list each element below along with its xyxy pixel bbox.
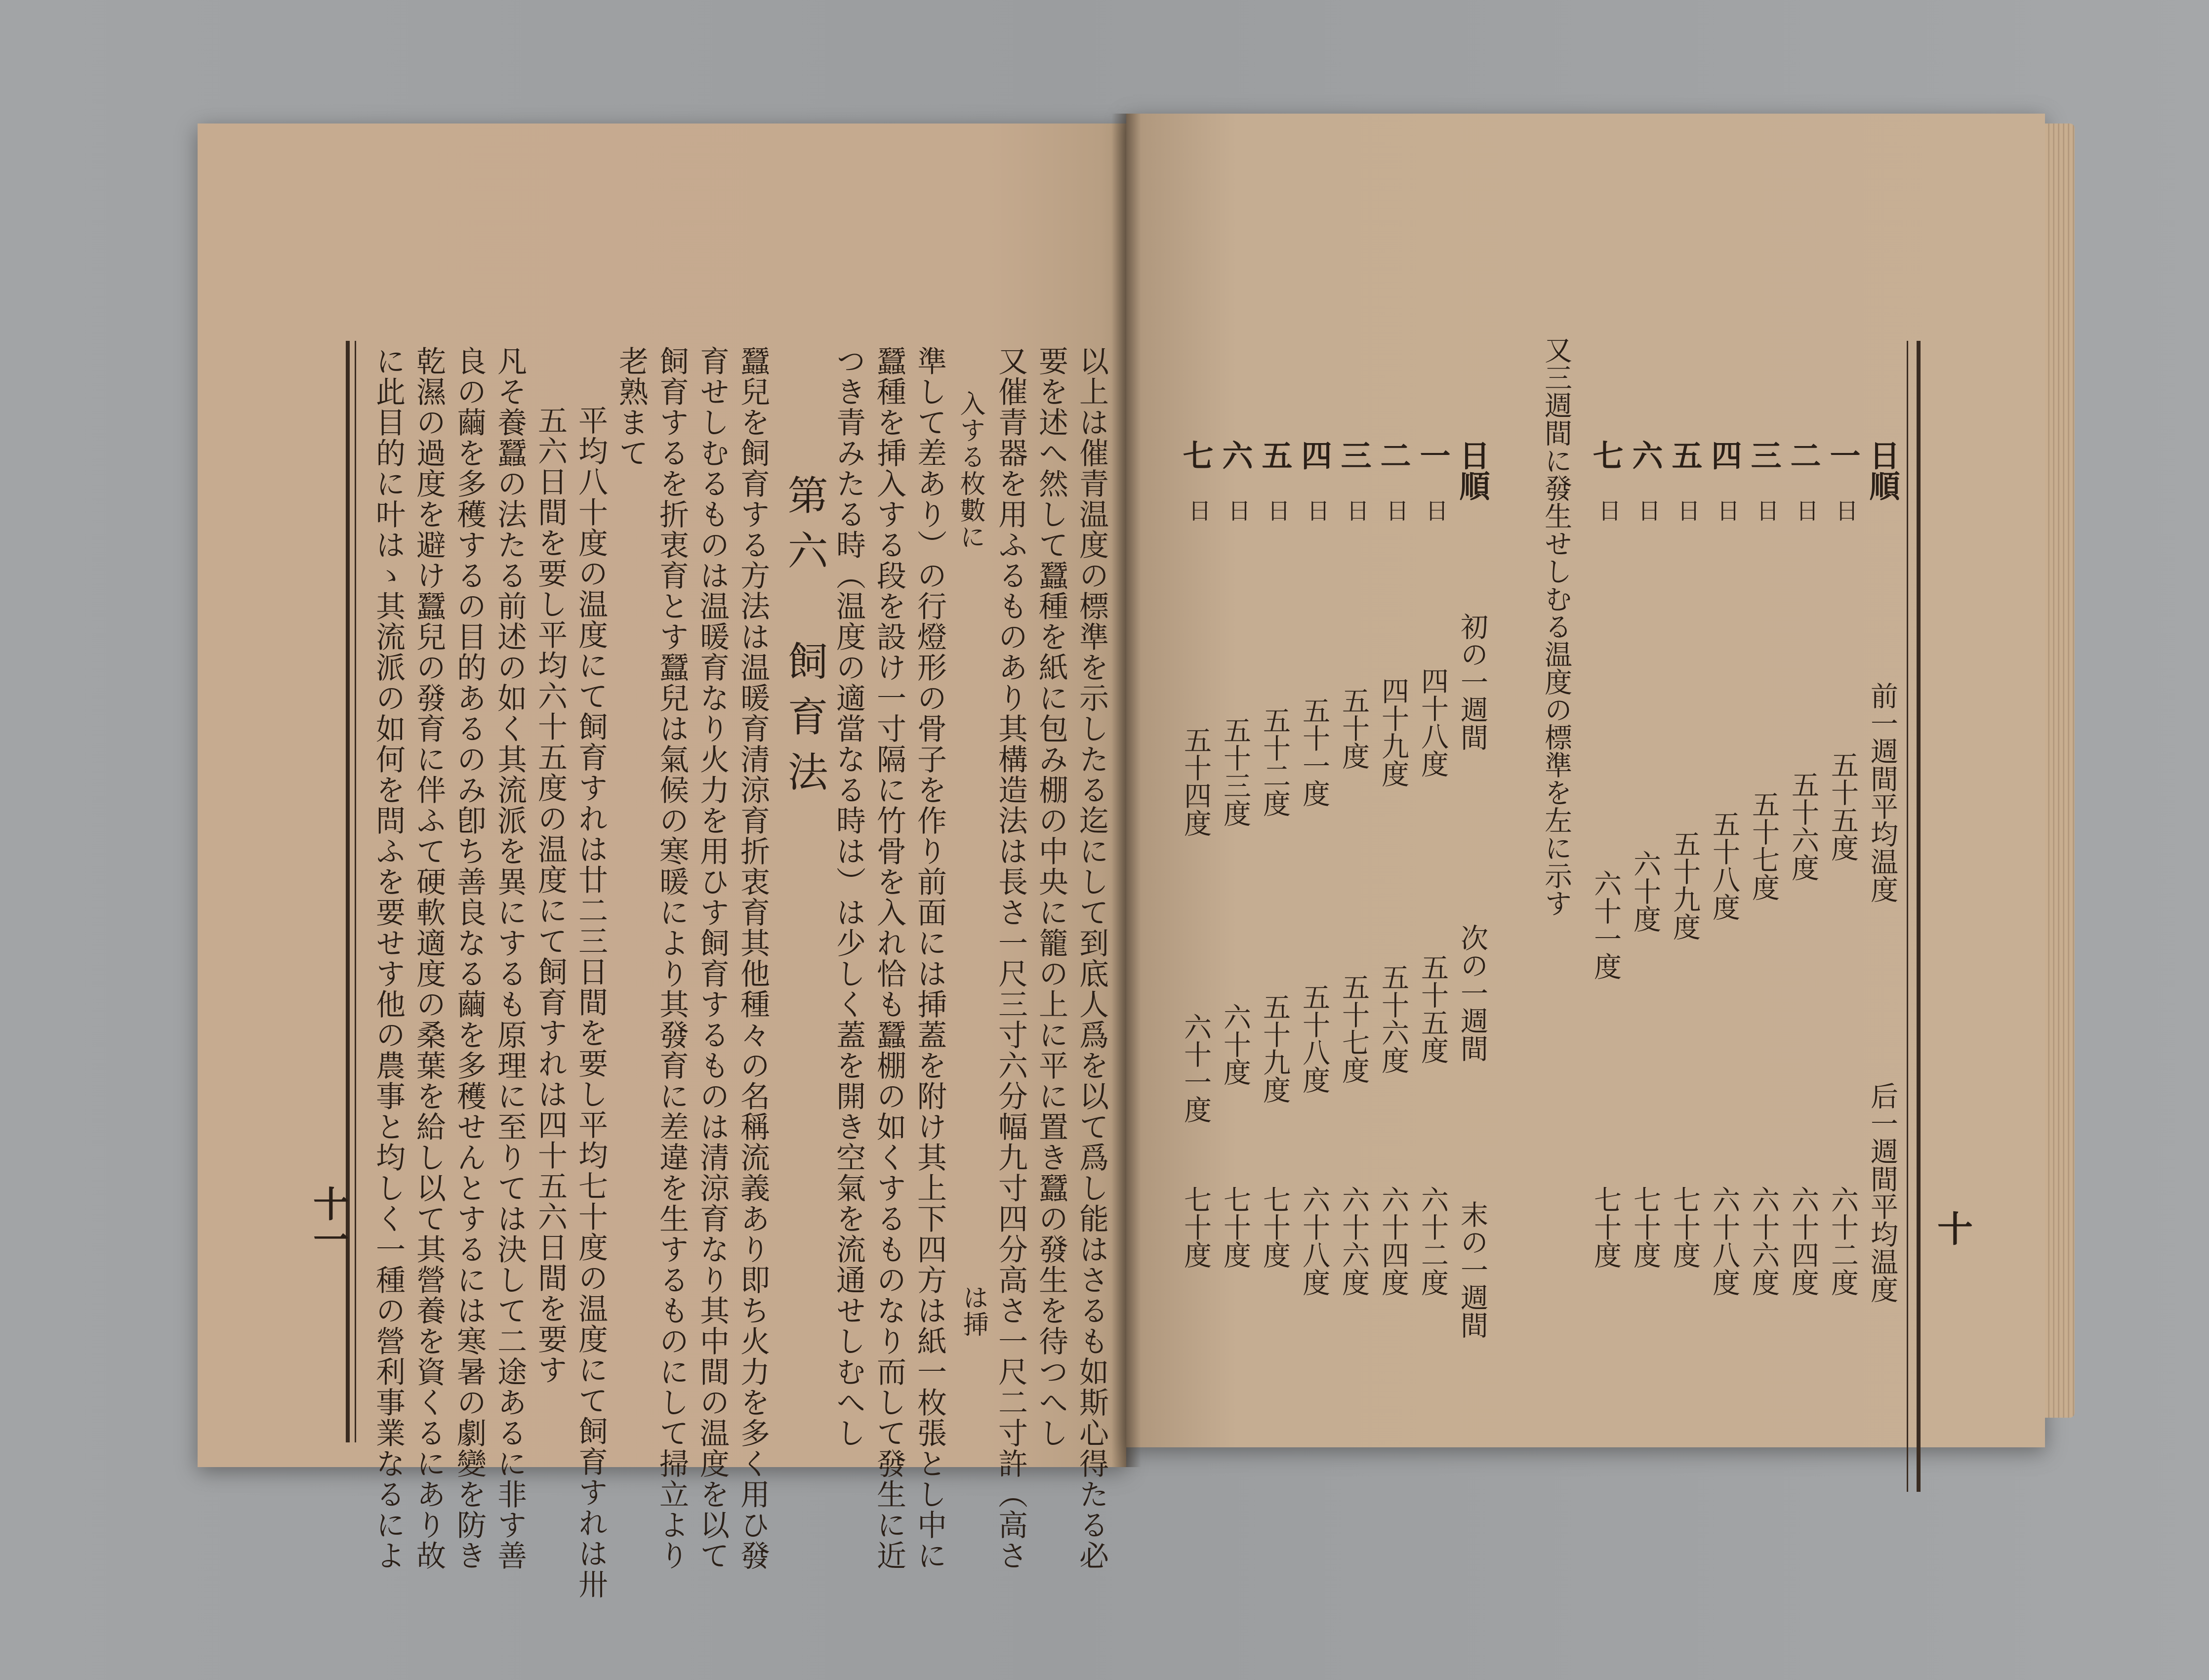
table2-day-unit: 日 (1264, 499, 1291, 522)
left-page-rule (346, 341, 350, 1442)
table2-second-temp: 五十五度 (1417, 953, 1449, 1064)
table1-next-temp: 七十度 (1669, 1186, 1701, 1269)
right-page-rule (1917, 341, 1921, 1492)
table2-day: 三 (1336, 440, 1372, 470)
table2-third-temp: 六十四度 (1377, 1186, 1409, 1296)
table2-first-temp: 四十九度 (1377, 677, 1409, 787)
table2-day: 六 (1217, 440, 1253, 470)
table2-header-day: 日順 (1454, 440, 1490, 501)
table1-day-unit: 日 (1595, 499, 1622, 522)
table2-day-unit: 日 (1225, 499, 1251, 522)
table1-next-temp: 七十度 (1629, 1186, 1661, 1269)
table1-day-unit: 日 (1832, 499, 1859, 522)
table1-day: 四 (1706, 440, 1742, 470)
table2-day: 七 (1178, 440, 1214, 470)
text-column: 蠶種を挿入する段を設け一寸隔に竹骨を入れ恰も蠶棚の如くするものなり而して發生に近 (872, 346, 906, 1571)
table2-third-temp: 七十度 (1180, 1186, 1212, 1269)
table2-third-temp: 七十度 (1219, 1186, 1251, 1269)
table2-day: 四 (1296, 440, 1332, 470)
table1-next-temp: 六十六度 (1748, 1186, 1780, 1296)
right-page-number: 十 (1931, 1210, 1973, 1246)
table2-day: 二 (1375, 440, 1411, 470)
table2-first-temp: 四十八度 (1417, 667, 1449, 778)
page-edges (2045, 123, 2075, 1418)
table1-day-unit: 日 (1793, 499, 1819, 522)
table1-day: 七 (1588, 440, 1624, 470)
table2-third-temp: 六十八度 (1298, 1186, 1330, 1296)
table1-prev-temp: 六十度 (1629, 850, 1661, 933)
table1-next-temp: 六十四度 (1787, 1186, 1819, 1296)
text-column: 育せしむるものは温暖育なり火力を用ひす飼育するものは清涼育なり其中間の温度を以て (695, 346, 730, 1571)
text-column: 要を述へ然して蠶種を紙に包み棚の中央に籠の上に平に置き蠶の發生を待つへし (1034, 346, 1068, 1448)
table2-intro: 又三週間に發生せしむる温度の標準を左に示す (1540, 336, 1572, 917)
table2-first-temp: 五十度 (1338, 687, 1370, 770)
table2-second-temp: 五十六度 (1377, 963, 1409, 1074)
table2-day: 一 (1415, 440, 1451, 470)
table2-third-temp: 六十六度 (1338, 1186, 1370, 1296)
text-column: 老熟まて (614, 346, 649, 468)
table2-first-temp: 五十一度 (1298, 697, 1330, 807)
table2-day-unit: 日 (1343, 499, 1370, 522)
text-column: に此目的に叶はゝ其流派の如何を問ふを要せす他の農事と均しく一種の營利事業なるによ (371, 346, 406, 1571)
table1-day: 六 (1627, 440, 1663, 470)
table1-header-day: 日順 (1864, 440, 1900, 501)
table1-day-unit: 日 (1753, 499, 1780, 522)
text-column: 蠶兒を飼育する方法は温暖育清涼育折衷育其他種々の名稱流義あり即ち火力を多く用ひ發 (736, 346, 770, 1571)
table2-header-second: 次の一週間 (1456, 924, 1488, 1062)
left-page-number: 十一 (307, 1186, 349, 1257)
table1-day: 三 (1746, 440, 1782, 470)
table2-header-first: 初の一週間 (1456, 613, 1488, 751)
table1-day-unit: 日 (1635, 499, 1661, 522)
table1-day-unit: 日 (1674, 499, 1701, 522)
inline-note: は挿 (958, 1284, 988, 1338)
text-column: 以上は催青温度の標準を示したる迄にして到底人爲を以て爲し能はさるも如斯心得たる必 (1074, 346, 1109, 1571)
table1-prev-temp: 六十一度 (1590, 869, 1622, 980)
table1-prev-temp: 五十九度 (1669, 830, 1701, 941)
table2-day-unit: 日 (1304, 499, 1330, 522)
table2-first-temp: 五十二度 (1259, 706, 1291, 817)
table1-day: 一 (1825, 440, 1861, 470)
table1-prev-temp: 五十六度 (1787, 771, 1819, 881)
table1-next-temp: 六十八度 (1708, 1186, 1740, 1296)
table1-next-temp: 六十二度 (1827, 1186, 1859, 1296)
table2-day-unit: 日 (1422, 499, 1449, 522)
table2-day-unit: 日 (1383, 499, 1409, 522)
table2-second-temp: 六十度 (1219, 1003, 1251, 1086)
text-column: 五六日間を要し平均六十五度の温度にて飼育すれは四十五六日間を要す (533, 405, 568, 1385)
table1-day: 二 (1785, 440, 1821, 470)
text-column: 準して差あり）の行燈形の骨子を作り前面には挿蓋を附け其上下四方は紙一枚張とし中に (912, 346, 947, 1571)
text-column: 平均八十度の温度にて飼育すれは廿二三日間を要し平均七十度の温度にて飼育すれは卅 (573, 405, 608, 1599)
text-column: 入する枚數に (955, 390, 985, 550)
table1-prev-temp: 五十七度 (1748, 790, 1780, 901)
text-column: つき青みたる時（温度の適當なる時は）は少しく蓋を開き空氣を流通せしむへし (831, 346, 866, 1448)
table2-day: 五 (1257, 440, 1293, 470)
left-page-rule-inner (355, 341, 356, 1442)
table2-second-temp: 五十九度 (1259, 993, 1291, 1104)
table2-day-unit: 日 (1185, 499, 1212, 522)
table2-first-temp: 五十三度 (1219, 716, 1251, 827)
text-column: 第六 飼育法 (781, 474, 828, 806)
text-column: 凡そ養蠶の法たる前述の如く其流派を異にするも原理に至りては決して二途あるに非す善 (492, 346, 527, 1571)
table2-first-temp: 五十四度 (1180, 726, 1212, 837)
table1-prev-temp: 五十八度 (1708, 810, 1740, 921)
table1-day-unit: 日 (1714, 499, 1740, 522)
table2-third-temp: 七十度 (1259, 1186, 1291, 1269)
text-column: 飼育するを折衷育とす蠶兒は氣候の寒暖により其發育に差違を生するものにして掃立より (655, 346, 689, 1571)
table1-header-prev: 前一週間平均温度 (1866, 682, 1898, 903)
table2-second-temp: 六十一度 (1180, 1013, 1212, 1123)
table1-next-temp: 七十度 (1590, 1186, 1622, 1269)
table2-third-temp: 六十二度 (1417, 1186, 1449, 1296)
book-gutter (1111, 114, 1141, 1467)
text-column: 又催青器を用ふるものあり其構造法は長さ一尺三寸六分幅九寸四分高さ一尺二寸許（高さ (993, 346, 1028, 1571)
text-column: 良の繭を多穫するの目的あるのみ卽ち善良なる繭を多穫せんとするには寒暑の劇變を防き (452, 346, 487, 1571)
table1-day: 五 (1667, 440, 1703, 470)
table2-header-third: 末の一週間 (1456, 1200, 1488, 1339)
table1-prev-temp: 五十五度 (1827, 751, 1859, 861)
table2-second-temp: 五十八度 (1298, 983, 1330, 1094)
text-column: 乾濕の過度を避け蠶兒の發育に伴ふて硬軟適度の桑葉を給し以て其營養を資くるにあり故 (411, 346, 446, 1571)
table2-second-temp: 五十七度 (1338, 973, 1370, 1084)
right-page-rule-inner (1907, 341, 1908, 1492)
table1-header-next: 后一週間平均温度 (1866, 1082, 1898, 1303)
